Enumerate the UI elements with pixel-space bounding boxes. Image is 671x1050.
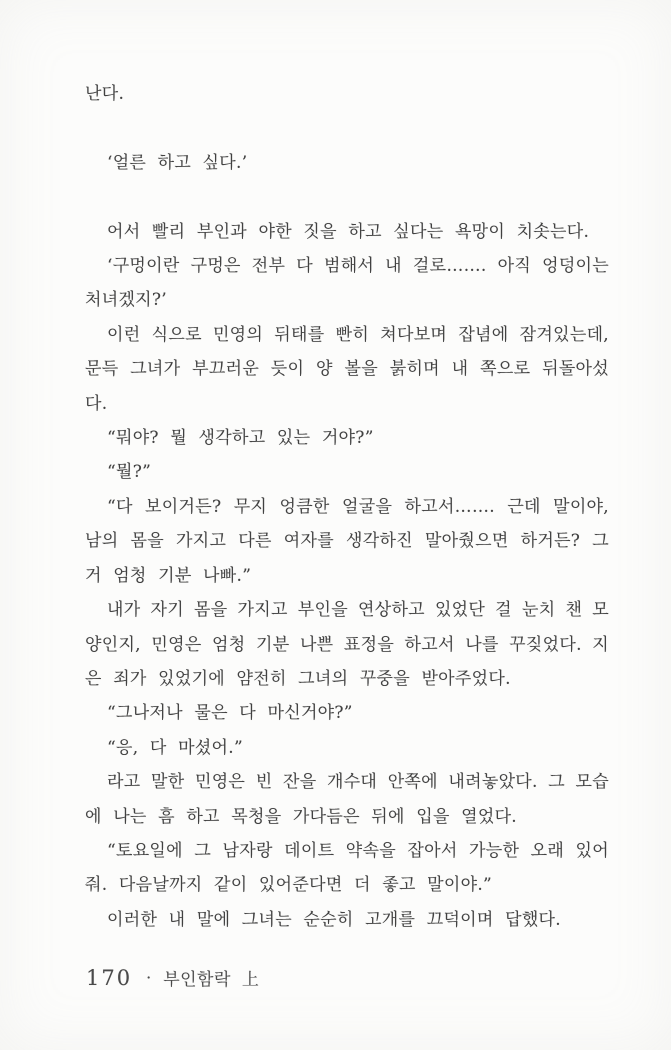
text-line: 처녀겠지?’ (85, 290, 168, 311)
text-line: 은 죄가 있었기에 얌전히 그녀의 꾸중을 받아주었다. (85, 668, 511, 689)
text-line: 이런 식으로 민영의 뒤태를 빤히 쳐다보며 잡념에 잠겨있는데, (107, 324, 609, 345)
text-line: 다. (85, 393, 108, 414)
text-line: ‘구멍이란 구멍은 전부 다 범해서 내 걸로……. 아직 엉덩이는 (107, 256, 609, 277)
text-line: 라고 말한 민영은 빈 잔을 개수대 안쪽에 내려놓았다. 그 모습 (107, 772, 609, 793)
text-line (85, 111, 609, 145)
text-line: 내가 자기 몸을 가지고 부인을 연상하고 있었단 걸 눈치 챈 모 (107, 600, 609, 621)
text-line: 남의 몸을 가지고 다른 여자를 생각하진 말아줬으면 하거든? 그 (85, 531, 609, 552)
book-title: 부인함락 上 (163, 970, 260, 990)
text-line: “그나저나 물은 다 마신거야?” (107, 703, 353, 724)
text-line: 거 엄청 기분 나빠.” (85, 565, 252, 586)
text-line: ‘얼른 하고 싶다.’ (107, 152, 248, 173)
text-line: 이러한 내 말에 그녀는 순순히 고개를 끄덕이며 답했다. (107, 909, 561, 930)
text-line: 양인지, 민영은 엄청 기분 나쁜 표정을 하고서 나를 꾸짖었다. 지 (85, 634, 609, 655)
text-line (85, 180, 609, 214)
text-line: “응, 다 마셨어.” (107, 737, 243, 758)
text-line: “토요일에 그 남자랑 데이트 약속을 잡아서 가능한 오래 있어 (107, 840, 609, 861)
text-line: 난다. (85, 84, 125, 104)
text-line: 에 나는 흠 하고 목청을 가다듬은 뒤에 입을 열었다. (85, 806, 518, 827)
page-number: 170 (86, 966, 133, 990)
page-footer (86, 961, 259, 995)
text-line: 줘. 다음날까지 같이 있어준다면 더 좋고 말이야.” (85, 875, 493, 896)
text-line: “다 보이거든? 무지 엉큼한 얼굴을 하고서……. 근데 말이야, (107, 496, 609, 517)
footer-separator: · (146, 968, 152, 987)
page-body (85, 77, 609, 937)
text-line: 문득 그녀가 부끄러운 듯이 양 볼을 붉히며 내 쪽으로 뒤돌아섰 (85, 359, 609, 380)
text-line: “뭘?” (107, 462, 152, 483)
text-line: “뭐야? 뭘 생각하고 있는 거야?” (107, 428, 374, 449)
text-line: 어서 빨리 부인과 야한 짓을 하고 싶다는 욕망이 치솟는다. (107, 221, 590, 242)
